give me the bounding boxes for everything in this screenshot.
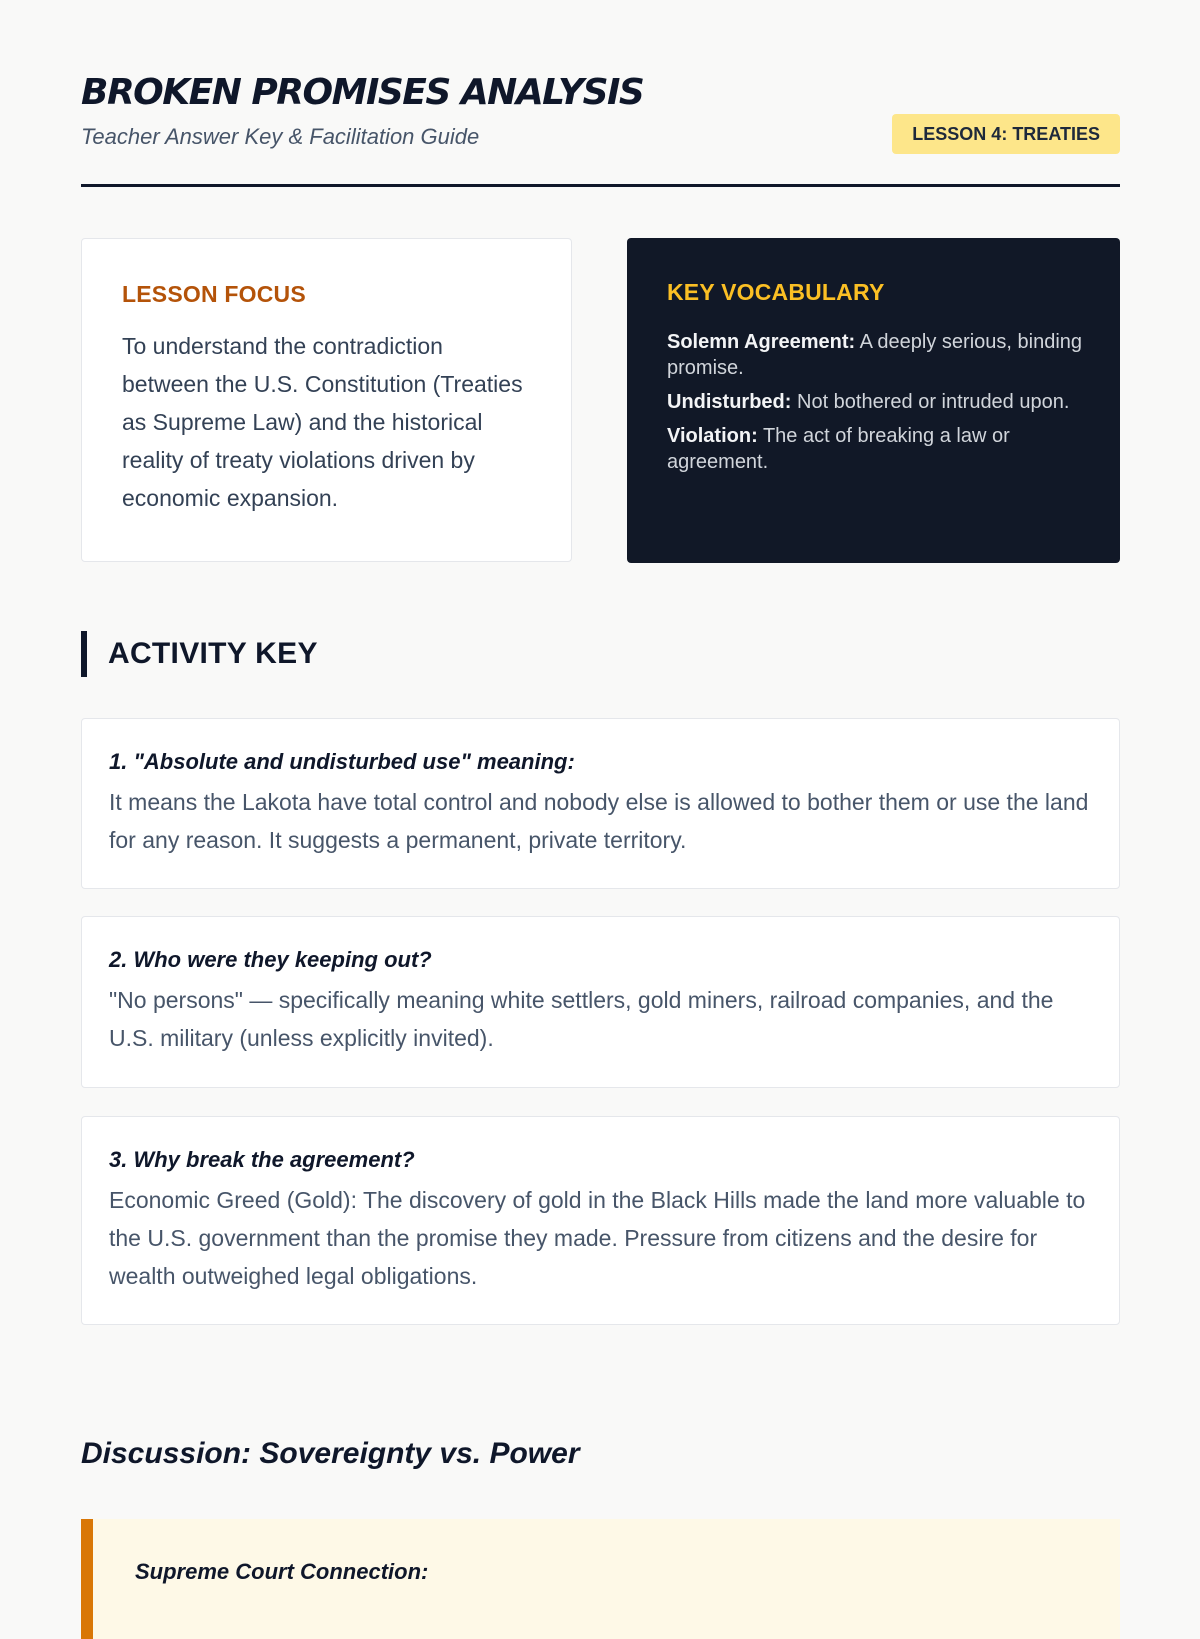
vocabulary-term: Undisturbed:	[667, 391, 792, 413]
callout-label: Supreme Court Connection:	[135, 1559, 429, 1584]
answer-question: 3. Why break the agreement?	[109, 1147, 415, 1172]
answer-question: 2. Who were they keeping out?	[109, 947, 432, 972]
answer-card-3	[81, 1116, 1120, 1325]
lesson-badge: LESSON 4: TREATIES	[892, 114, 1120, 154]
key-vocabulary-card	[627, 238, 1120, 563]
vocabulary-definition: The act of breaking a law or agreement.	[667, 425, 1010, 473]
vocabulary-item	[667, 329, 1084, 381]
lesson-focus-card	[81, 238, 572, 562]
answer-text: It means the Lakota have total control and nobody else is allowed to bother them or use the land for any reason. It suggests a permanent, private territory.	[109, 789, 1089, 853]
answer-question: 1. "Absolute and undisturbed use" meaning:	[109, 749, 575, 774]
answer-card-2	[81, 916, 1120, 1088]
page-subtitle: Teacher Answer Key & Facilitation Guide	[81, 124, 480, 149]
supreme-court-callout	[81, 1519, 1120, 1639]
vocabulary-term: Violation:	[667, 425, 758, 447]
vocabulary-item	[667, 423, 1084, 475]
answer-card-1	[81, 718, 1120, 889]
vocabulary-item	[667, 389, 1084, 415]
answer-text: Economic Greed (Gold): The discovery of gold in the Black Hills made the land more valuable to the U.S. government than the promise they made. Pressure from citizens and the desire for wealth outweighed legal obligations.	[109, 1187, 1086, 1289]
vocabulary-definition: A deeply serious, binding promise.	[667, 331, 1083, 379]
key-vocabulary-heading: KEY VOCABULARY	[667, 279, 885, 305]
discussion-title: Discussion: Sovereignty vs. Power	[81, 1437, 580, 1470]
lesson-focus-heading: LESSON FOCUS	[122, 281, 306, 307]
answer-text: "No persons" — specifically meaning white settlers, gold miners, railroad companies, and the U.S. military (unless explicitly invited).	[109, 987, 1054, 1051]
vocabulary-term: Solemn Agreement:	[667, 331, 856, 353]
vocabulary-definition: Not bothered or intruded upon.	[797, 391, 1070, 413]
lesson-focus-text: To understand the contradiction between the U.S. Constitution (Treaties as Supreme Law) and the historical reality of treaty violations driven by economic expansion.	[122, 333, 523, 511]
page-title: BROKEN PROMISES ANALYSIS	[81, 72, 644, 113]
vocabulary-list	[667, 329, 1084, 475]
activity-key-heading: ACTIVITY KEY	[81, 631, 318, 677]
page-header	[81, 70, 1120, 187]
